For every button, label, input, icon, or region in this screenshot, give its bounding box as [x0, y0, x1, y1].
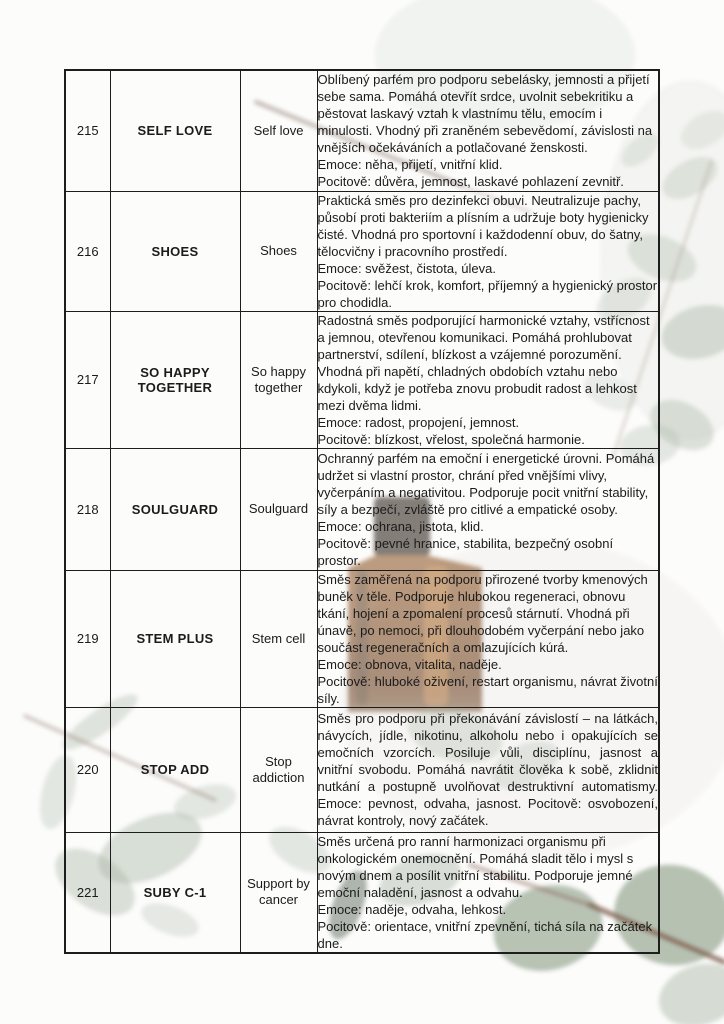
product-name: SELF LOVE	[110, 70, 240, 191]
product-table	[64, 69, 660, 954]
product-description: Ochranný parfém na emoční i energetické úrovni. Pomáhá udržet si vlastní prostor, chrání před vnějšími vlivy, vyčerpáním a negativitou. Podporuje pocit vnitřní stability, síly a bezpečí, zvláště pro citlivé a empatické osoby. Emoce: ochrana, jistota, klid. Pocitově: pevné hranice, stabilita, bezpečný osobní prostor.	[317, 448, 659, 570]
product-name: STEM PLUS	[110, 570, 240, 707]
product-name: SHOES	[110, 191, 240, 311]
product-name: SOULGUARD	[110, 448, 240, 570]
product-name: STOP ADD	[110, 707, 240, 832]
product-description: Oblíbený parfém pro podporu sebelásky, jemnosti a přijetí sebe sama. Pomáhá otevřít srdce, uvolnit sebekritiku a pěstovat laskavý vztah k vlastnímu tělu, emocím i minulosti. Vhodný při zraněném sebevědomí, závislosti na vnějších očekáváních a potlačované ženskosti. Emoce: něha, přijetí, vnitřní klid. Pocitově: důvěra, jemnost, laskavé pohlazení zevnitř.	[317, 70, 659, 191]
product-description: Praktická směs pro dezinfekci obuvi. Neutralizuje pachy, působí proti bakteriím a plísním a udržuje boty hygienicky čisté. Vhodná pro sportovní i každodenní obuv, do šatny, tělocvičny i pracovního prostředí. Emoce: svěžest, čistota, úleva. Pocitově: lehčí krok, komfort, příjemný a hygienický prostor pro chodidla.	[317, 192, 658, 310]
table-row	[65, 311, 659, 448]
table-row	[65, 70, 659, 191]
row-number: 221	[65, 832, 110, 953]
row-number: 220	[65, 707, 110, 832]
product-name-english: Stop addiction	[240, 707, 317, 832]
row-number: 216	[65, 191, 110, 311]
product-name-english: Shoes	[240, 191, 317, 311]
table-row	[65, 570, 659, 707]
product-description: Směs zaměřená na podporu přirozené tvorby kmenových buněk v těle. Podporuje hlubokou regeneraci, obnovu tkání, hojení a zpomalení procesů stárnutí. Vhodná při únavě, po nemoci, při dlouhodobém vyčerpání nebo jako součást regeneračních a omlazujících kúrá. Emoce: obnova, vitalita, naděje. Pocitově: hluboké oživení, restart organismu, návrat životní síly.	[317, 571, 658, 706]
row-number: 217	[65, 311, 110, 448]
table-row	[65, 191, 659, 311]
product-name-english: Support by cancer	[240, 832, 317, 953]
product-description: Radostná směs podporující harmonické vztahy, vstřícnost a jemnou, otevřenou komunikaci. Pomáhá prohlubovat partnerství, sdílení, blízkost a vzájemné porozumění. Vhodná při napětí, chladných obdobích vztahu nebo kdykoli, když je potřeba znovu probudit radost a lehkost mezi dvěma lidmi. Emoce: radost, propojení, jemnost. Pocitově: blízkost, vřelost, společná harmonie.	[317, 311, 659, 448]
product-name: SO HAPPY TOGETHER	[110, 311, 240, 448]
table-row	[65, 448, 659, 570]
row-number: 219	[65, 570, 110, 707]
document-sheet	[64, 69, 660, 954]
product-name: SUBY C-1	[110, 832, 240, 953]
product-name-english: Self love	[240, 70, 317, 191]
row-number: 215	[65, 70, 110, 191]
product-name-english: Stem cell	[240, 570, 317, 707]
table-row	[65, 707, 659, 832]
product-name-english: Soulguard	[240, 448, 317, 570]
row-number: 218	[65, 448, 110, 570]
product-name-english: So happy together	[240, 311, 317, 448]
product-description: Směs pro podporu při překonávání závislostí – na látkách, návycích, jídle, nikotinu, alkoholu nebo i opakujících se emočních vzorcích. Posiluje vůli, disciplínu, jasnost a vnitřní svobodu. Pomáhá navrátit člověka k sobě, zklidnit nutkání a postupně uvolňovat destruktivní automatismy. Emoce: pevnost, odvaha, jasnost. Pocitově: osvobození, návrat kontroly, nový začátek.	[317, 707, 659, 832]
table-row	[65, 832, 659, 953]
product-table-body	[65, 70, 659, 953]
product-description: Směs určená pro ranní harmonizaci organismu při onkologickém onemocnění. Pomáhá sladit tělo i mysl s novým dnem a posílit vnitřní stabilitu. Podporuje jemné emoční naladění, jasnost a odvahu. Emoce: naděje, odvaha, lehkost. Pocitově: orientace, vnitřní zpevnění, tichá síla na začátek dne.	[317, 832, 659, 953]
